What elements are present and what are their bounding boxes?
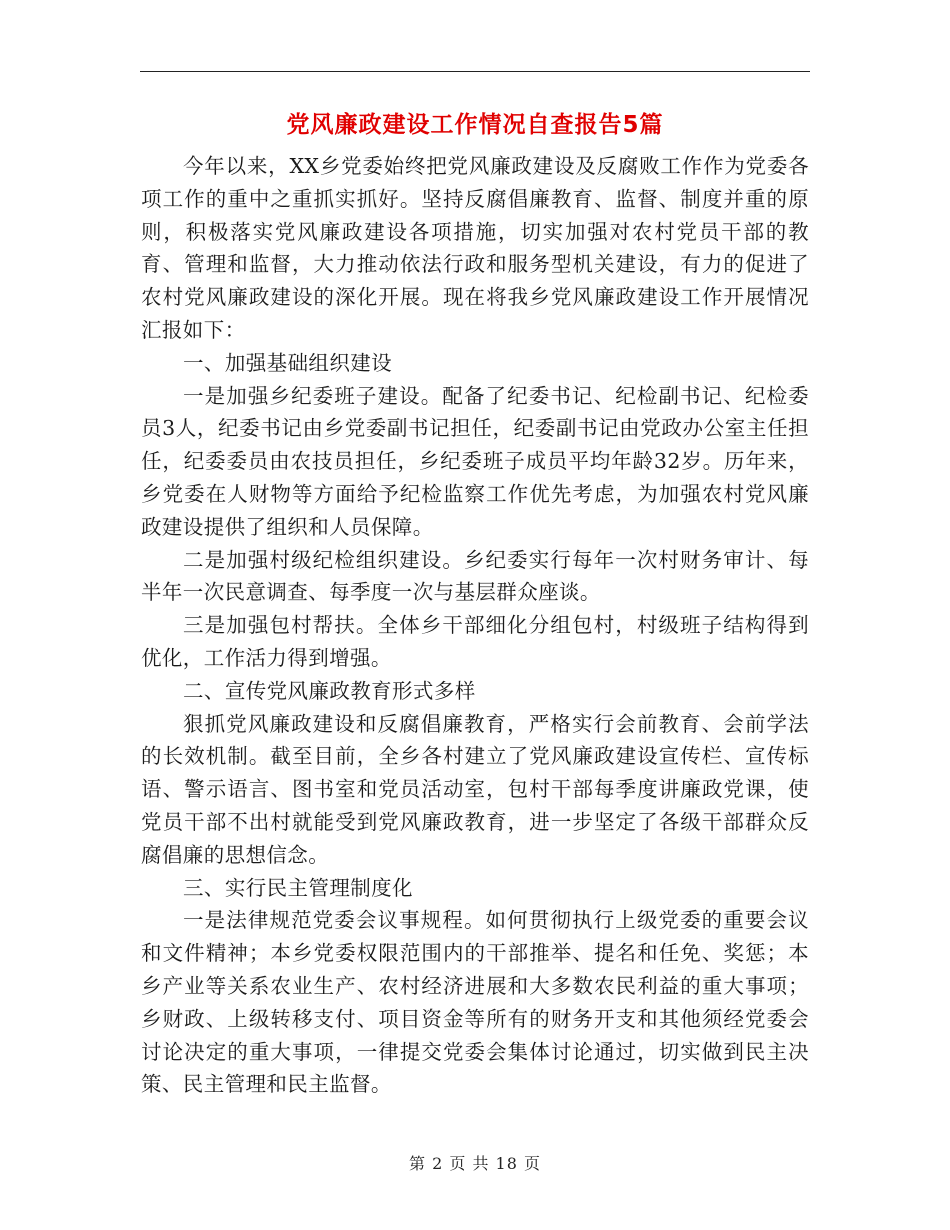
document-body [141,150,809,1101]
section-heading-2: 二、宣传党风廉政教育形式多样 [183,678,476,703]
paragraph: 三是加强包村帮扶。全体乡干部细化分组包村，村级班子结构得到优化，工作活力得到增强。 [141,613,809,670]
section-heading-3: 三、实行民主管理制度化 [183,875,413,900]
paragraph: 狠抓党风廉政建设和反腐倡廉教育，严格实行会前教育、会前学法的长效机制。截至目前，全乡各村建立了党风廉政建设宣传栏、宣传标语、警示语言、图书室和党员活动室，包村干部每季度讲廉政党课，使党员干部不出村就能受到党风廉政教育，进一步坚定了各级干部群众反腐倡廉的思想信念。 [141,711,809,867]
paragraph: 二是加强村级纪检组织建设。乡纪委实行每年一次村财务审计、每半年一次民意调查、每季度一次与基层群众座谈。 [141,547,809,605]
header-rule [140,71,810,72]
document-title: 党风廉政建设工作情况自查报告5篇 [286,112,664,138]
paragraph: 一是法律规范党委会议事规程。如何贯彻执行上级党委的重要会议和文件精神；本乡党委权限范围内的干部推举、提名和任免、奖惩；本乡产业等关系农业生产、农村经济进展和大多数农民利益的重大事项；乡财政、上级转移支付、项目资金等所有的财务开支和其他须经党委会讨论决定的重大事项，一律提交党委会集体讨论通过，切实做到民主决策、民主管理和民主监督。 [141,908,809,1097]
page-footer: 第 2 页 共 18 页 [409,1154,541,1173]
paragraph-intro: 今年以来，XX乡党委始终把党风廉政建设及反腐败工作作为党委各项工作的重中之重抓实抓好。坚持反腐倡廉教育、监督、制度并重的原则，积极落实党风廉政建设各项措施，切实加强对农村党员干部的教育、管理和监督，大力推动依法行政和服务型机关建设，有力的促进了农村党风廉政建设的深化开展。现在将我乡党风廉政建设工作开展情况汇报如下： [141,154,809,342]
section-heading-1: 一、加强基础组织建设 [183,350,393,375]
paragraph: 一是加强乡纪委班子建设。配备了纪委书记、纪检副书记、纪检委员3人，纪委书记由乡党委副书记担任，纪委副书记由党政办公室主任担任，纪委委员由农技员担任，乡纪委班子成员平均年龄32岁。历年来，乡党委在人财物等方面给予纪检监察工作优先考虑，为加强农村党风廉政建设提供了组织和人员保障。 [141,383,809,539]
